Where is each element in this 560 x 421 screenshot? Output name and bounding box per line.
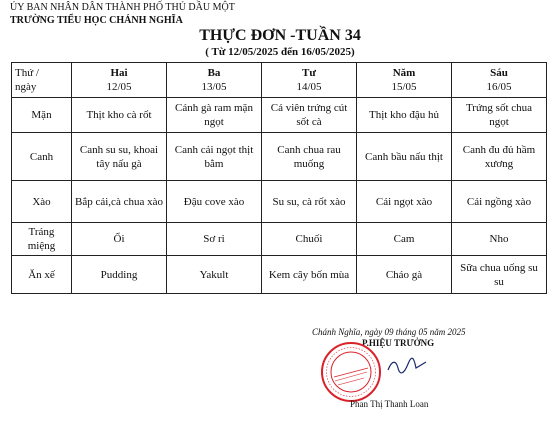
menu-cell: Cam bbox=[357, 223, 452, 256]
signer-role: P.HIỆU TRƯỞNG bbox=[362, 338, 435, 348]
day-name: Năm bbox=[392, 67, 416, 79]
day-header-thu bbox=[357, 63, 452, 98]
menu-cell: Cải ngọt xào bbox=[357, 181, 452, 223]
menu-cell: Cải ngồng xào bbox=[452, 181, 547, 223]
menu-cell: Cháo gà bbox=[357, 256, 452, 294]
signer-name: Phan Thị Thanh Loan bbox=[350, 399, 429, 409]
corner-line1: Thứ / bbox=[15, 67, 39, 79]
menu-cell: Kem cây bốn mùa bbox=[262, 256, 357, 294]
day-header-fri bbox=[452, 63, 547, 98]
row-label: Mặn bbox=[12, 98, 72, 133]
day-name: Ba bbox=[207, 67, 221, 79]
signature-icon bbox=[386, 356, 428, 376]
day-date: 16/05 bbox=[486, 81, 512, 93]
day-name: Tư bbox=[302, 67, 316, 79]
day-name: Hai bbox=[110, 67, 128, 79]
menu-cell: Canh bầu nấu thịt bbox=[357, 133, 452, 181]
sign-date-line: Chánh Nghĩa, ngày 09 tháng 05 năm 2025 bbox=[312, 327, 466, 337]
menu-cell: Pudding bbox=[72, 256, 167, 294]
day-header-tue bbox=[167, 63, 262, 98]
table-header-row bbox=[12, 63, 547, 98]
menu-cell: Canh đu đủ hầm xương bbox=[452, 133, 547, 181]
menu-cell: Ổi bbox=[72, 223, 167, 256]
menu-cell: Trứng sốt chua ngọt bbox=[452, 98, 547, 133]
menu-cell: Chuối bbox=[262, 223, 357, 256]
menu-cell: Thịt kho đậu hủ bbox=[357, 98, 452, 133]
corner-cell bbox=[12, 63, 72, 98]
school-stamp-icon bbox=[320, 341, 382, 403]
date-range: ( Từ 12/05/2025 đến 16/05/2025) bbox=[205, 46, 355, 58]
menu-cell: Cánh gà ram mặn ngọt bbox=[167, 98, 262, 133]
day-date: 13/05 bbox=[201, 81, 227, 93]
row-label: Ăn xế bbox=[12, 256, 72, 294]
menu-table bbox=[11, 62, 547, 294]
menu-cell: Bắp cải,cà chua xào bbox=[72, 181, 167, 223]
row-label: Xào bbox=[12, 181, 72, 223]
corner-line2: ngày bbox=[15, 81, 37, 93]
row-label: Canh bbox=[12, 133, 72, 181]
menu-cell: Cá viên trứng cút sốt cà bbox=[262, 98, 357, 133]
menu-cell: Đậu cove xào bbox=[167, 181, 262, 223]
day-name: Sáu bbox=[490, 67, 508, 79]
row-label: Tráng miệng bbox=[12, 223, 72, 256]
menu-cell: Nho bbox=[452, 223, 547, 256]
day-date: 15/05 bbox=[391, 81, 417, 93]
menu-cell: Yakult bbox=[167, 256, 262, 294]
menu-cell: Thịt kho cà rốt bbox=[72, 98, 167, 133]
table-row-trang-mieng bbox=[12, 223, 547, 256]
org-name-school: TRƯỜNG TIỂU HỌC CHÁNH NGHĨA bbox=[10, 15, 183, 26]
menu-cell: Sữa chua uống su su bbox=[452, 256, 547, 294]
menu-cell: Canh su su, khoai tây nấu gà bbox=[72, 133, 167, 181]
menu-cell: Canh chua rau muống bbox=[262, 133, 357, 181]
page-title: THỰC ĐƠN -TUẦN 34 bbox=[199, 27, 361, 44]
day-date: 12/05 bbox=[106, 81, 132, 93]
day-header-mon bbox=[72, 63, 167, 98]
menu-cell: Su su, cà rốt xào bbox=[262, 181, 357, 223]
org-name-city: ỦY BAN NHÂN DÂN THÀNH PHỐ THỦ DẦU MỘT bbox=[10, 2, 235, 13]
day-date: 14/05 bbox=[296, 81, 322, 93]
menu-cell: Canh cải ngọt thịt bằm bbox=[167, 133, 262, 181]
table-row-canh bbox=[12, 133, 547, 181]
table-row-xao bbox=[12, 181, 547, 223]
table-row-man bbox=[12, 98, 547, 133]
day-header-wed bbox=[262, 63, 357, 98]
menu-cell: Sơ ri bbox=[167, 223, 262, 256]
table-row-an-xe bbox=[12, 256, 547, 294]
